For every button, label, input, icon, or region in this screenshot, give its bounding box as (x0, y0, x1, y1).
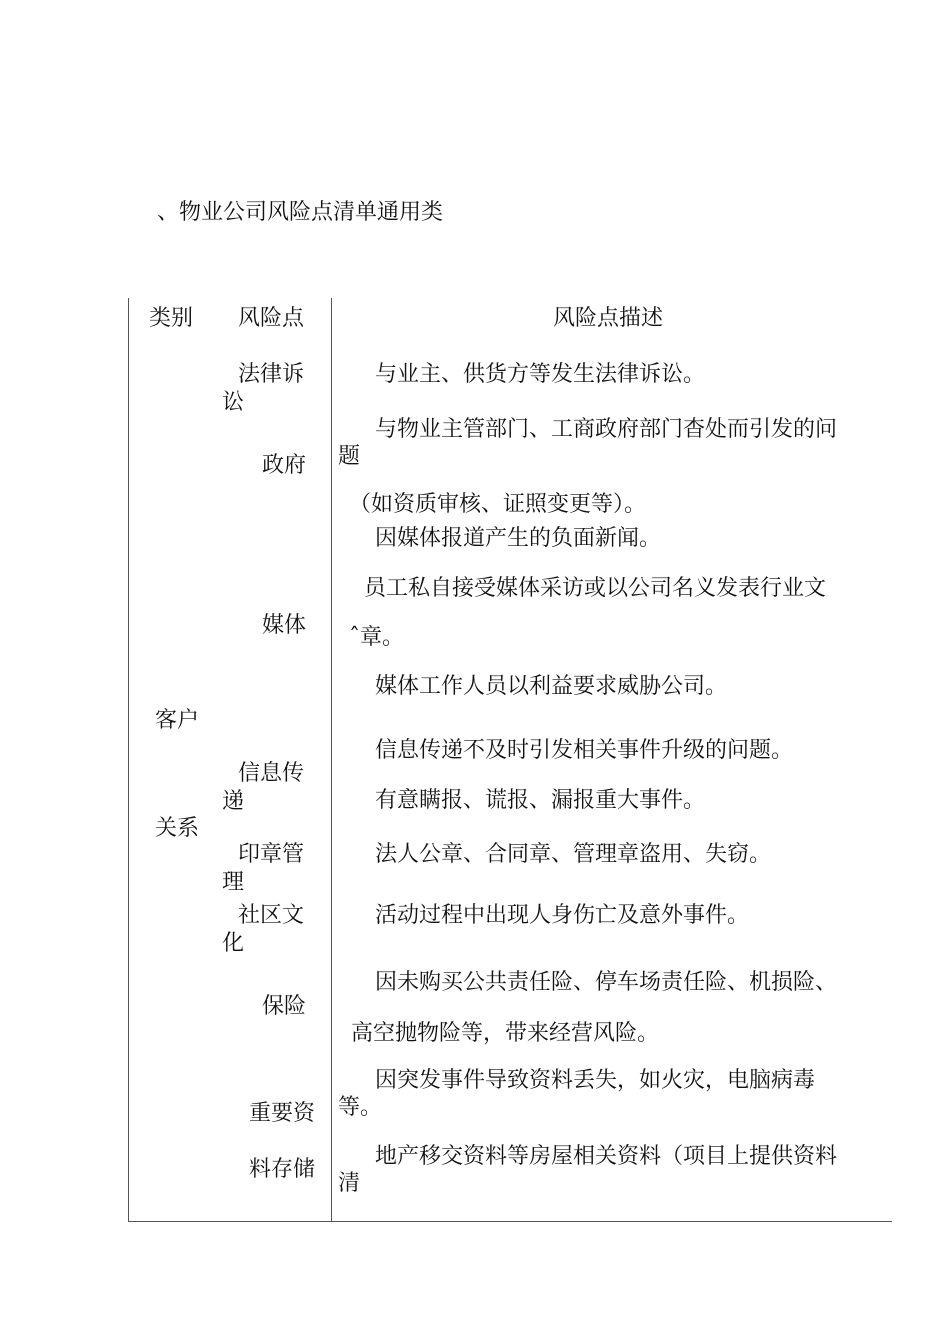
risk-point-info-cont: 递 (222, 789, 245, 814)
table-column-divider (331, 298, 332, 1222)
description-line: 高空抛物险等，带来经营风险。 (351, 1021, 660, 1046)
risk-point-info: 信息传 (238, 761, 305, 786)
description-line: 活动过程中出现人身伤亡及意外事件。 (375, 903, 750, 928)
risk-point-records-cont: 料存储 (249, 1157, 316, 1182)
description-line: ˆ章。 (349, 625, 405, 650)
risk-point-community: 社区文 (238, 903, 305, 928)
description-line: 有意瞒报、谎报、漏报重大事件。 (375, 788, 706, 813)
description-line: （如资质审核、证照变更等）。 (349, 492, 647, 517)
table-bottom-border (128, 1221, 892, 1222)
category-label-2: 关系 (155, 816, 200, 841)
description-line: 媒体工作人员以利益要求威胁公司。 (375, 674, 728, 699)
description-line: 等。 (338, 1095, 383, 1120)
description-line: 与业主、供货方等发生法律诉讼。 (375, 362, 706, 387)
risk-point-seal-cont: 理 (222, 870, 245, 895)
header-risk-point: 风险点 (238, 306, 305, 331)
risk-point-records: 重要资 (249, 1101, 316, 1126)
header-description: 风险点描述 (553, 306, 664, 331)
risk-point-government: 政府 (262, 453, 307, 478)
description-line: 地产移交资料等房屋相关资料（项目上提供资料 (375, 1144, 838, 1169)
description-line: 因未购买公共责任险、停车场责任险、机损险、 (375, 970, 838, 995)
description-line: 法人公章、合同章、管理章盗用、失窃。 (375, 842, 772, 867)
description-line: 与物业主管部门、工商政府部门杳处而引发的问 (375, 417, 838, 442)
header-category: 类别 (149, 306, 194, 331)
description-line: 清 (338, 1171, 361, 1196)
page-title: 、物业公司风险点清单通用类 (157, 200, 444, 225)
risk-point-insurance: 保险 (262, 994, 307, 1019)
description-line: 信息传递不及时引发相关事件升级的问题。 (375, 738, 794, 763)
table-left-border (128, 298, 129, 1222)
risk-point-seal: 印章管 (238, 842, 305, 867)
description-line: 员工私自接受媒体采访或以公司名义发表行业文 (364, 576, 827, 601)
description-line: 题 (338, 444, 361, 469)
risk-point-community-cont: 化 (222, 931, 245, 956)
category-label-1: 客户 (155, 708, 200, 733)
description-line: 因媒体报道产生的负面新闻。 (375, 526, 662, 551)
risk-point-litigation: 法律诉 (238, 362, 305, 387)
risk-point-litigation-cont: 讼 (222, 390, 245, 415)
description-line: 因突发事件导致资料丢失，如火灾，电脑病毒 (375, 1068, 816, 1093)
risk-point-media: 媒体 (262, 613, 307, 638)
